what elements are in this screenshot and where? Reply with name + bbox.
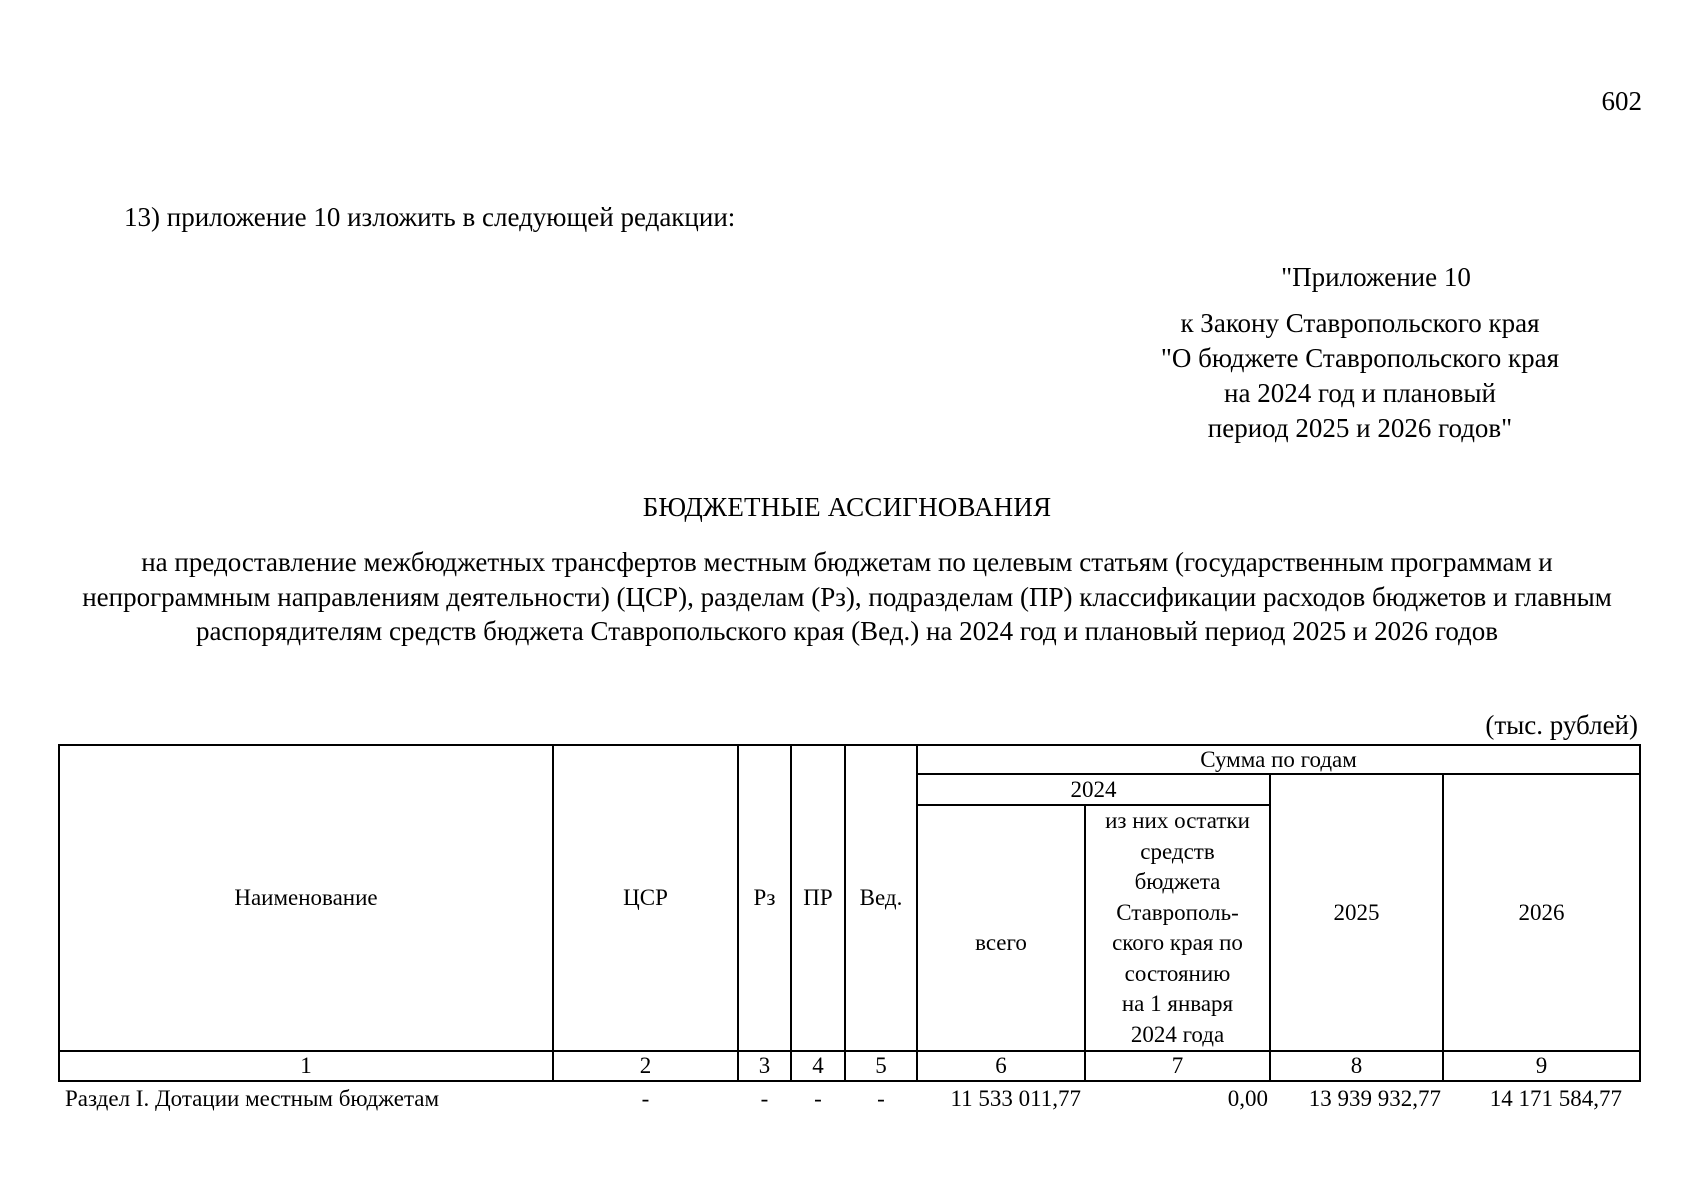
column-number: 8 <box>1270 1051 1443 1081</box>
document-title: БЮДЖЕТНЫЕ АССИГНОВАНИЯ <box>642 492 1052 522</box>
header-remains-line: состоянию <box>1124 960 1231 986</box>
column-number: 7 <box>1085 1051 1270 1081</box>
intro-text: 13) приложение 10 изложить в следующей редакции: <box>124 202 736 232</box>
annex-line: "Приложение 10 <box>1281 262 1471 292</box>
header-name: Наименование <box>59 745 553 1051</box>
header-rz: Рз <box>738 745 791 1051</box>
table-row <box>59 1081 1640 1115</box>
units-label: (тыс. рублей) <box>1485 710 1638 740</box>
header-ved: Вед. <box>845 745 917 1051</box>
row-amount-2026: 14 171 584,77 <box>1489 1086 1623 1111</box>
header-remains-line: ского края по <box>1112 930 1243 955</box>
header-remains-line: из них остатки <box>1105 808 1250 833</box>
page-number: 602 <box>1601 86 1642 116</box>
annex-line: "О бюджете Ставропольского края <box>1160 343 1560 373</box>
header-csr: ЦСР <box>553 745 738 1051</box>
row-remains-2024: 0,00 <box>1227 1086 1268 1111</box>
column-number: 3 <box>738 1051 791 1081</box>
annex-line: к Закону Ставропольского края <box>1180 308 1540 338</box>
header-remains <box>1085 805 1270 1051</box>
row-rz: - <box>760 1086 769 1111</box>
column-number: 4 <box>791 1051 845 1081</box>
annex-line: на 2024 год и плановый <box>1224 378 1496 408</box>
column-numbers-row <box>59 1051 1640 1081</box>
row-csr: - <box>641 1086 650 1111</box>
budget-table <box>58 744 1641 1115</box>
row-ved: - <box>877 1086 885 1111</box>
header-year-2026: 2026 <box>1443 774 1640 1051</box>
header-total: всего <box>917 805 1085 1051</box>
header-pr: ПР <box>791 745 845 1051</box>
annex-line: период 2025 и 2026 годов" <box>1207 413 1513 443</box>
header-remains-line: бюджета <box>1134 869 1221 894</box>
header-remains-line: средств <box>1140 838 1215 864</box>
row-name: Раздел I. Дотации местным бюджетам <box>65 1086 440 1111</box>
column-number: 2 <box>553 1051 738 1081</box>
row-amount-2025: 13 939 932,77 <box>1308 1086 1441 1111</box>
column-number: 9 <box>1443 1051 1640 1081</box>
header-remains-line: 2024 года <box>1130 1021 1225 1047</box>
header-year-2025: 2025 <box>1270 774 1443 1051</box>
header-remains-line: на 1 января <box>1121 991 1234 1016</box>
annex-header <box>1100 260 1620 446</box>
document-subtitle: на предоставление межбюджетных трансфертов местным бюджетам по целевым статьям (государственным программам и непрограммным направлениям деятельности) (ЦСР), разделам (Рз), подразделам (ПР) классификации расходов бюджетов и главным распорядителям средств бюджета Ставропольского края (Вед.) на 2024 год и плановый период 2025 и 2026 годов <box>82 547 1612 646</box>
header-remains-line: Ставрополь- <box>1116 899 1239 925</box>
column-number: 5 <box>845 1051 917 1081</box>
row-pr: - <box>814 1086 822 1111</box>
column-number: 6 <box>917 1051 1085 1081</box>
header-year-2024: 2024 <box>917 774 1270 805</box>
column-number: 1 <box>59 1051 553 1081</box>
row-total-2024: 11 533 011,77 <box>950 1086 1081 1111</box>
header-sum-by-years: Сумма по годам <box>917 745 1640 774</box>
